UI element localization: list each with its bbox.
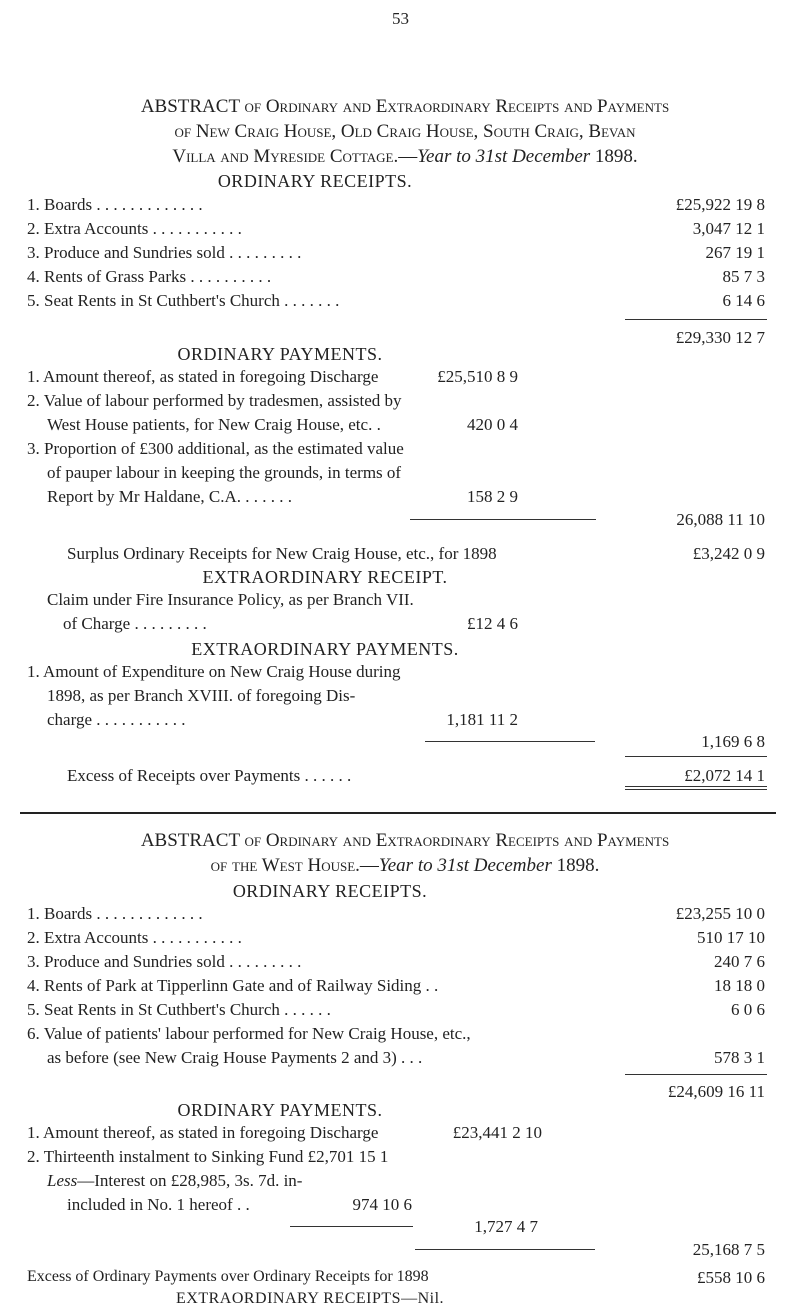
s1-payment-1-amount: £25,510 8 9 bbox=[437, 367, 518, 386]
s1-excess-label: Excess of Receipts over Payments . . . . . . bbox=[67, 766, 352, 785]
s2-receipt-6-amount: 578 3 1 bbox=[714, 1048, 765, 1067]
s1-receipt-4-label: 4. Rents of Grass Parks . . . . . . . . . . bbox=[27, 267, 272, 286]
page-number: 53 bbox=[392, 9, 409, 28]
s1-receipt-5-label: 5. Seat Rents in St Cuthbert's Church . . . . . . . bbox=[27, 291, 340, 310]
section-separator bbox=[20, 812, 776, 814]
s1-receipt-1-label: 1. Boards . . . . . . . . . . . . . bbox=[27, 195, 203, 214]
s1-excess-rule-top bbox=[625, 756, 767, 757]
s1-receipt-3-amount: 267 19 1 bbox=[705, 243, 765, 262]
section1-title-line1: ABSTRACT of Ordinary and Extraordinary Receipts and Payments bbox=[140, 96, 670, 117]
s1-surplus-amount: £3,242 0 9 bbox=[692, 544, 765, 563]
section2-ordinary-payments-heading: ORDINARY PAYMENTS. bbox=[177, 1100, 383, 1120]
s2-payments-total: 25,168 7 5 bbox=[692, 1240, 765, 1259]
s1-payments-total: 26,088 11 10 bbox=[676, 510, 765, 529]
section2-extraordinary-receipts-heading: EXTRAORDINARY RECEIPTS—Nil. bbox=[175, 1290, 445, 1307]
s2-receipt-1-label: 1. Boards . . . . . . . . . . . . . bbox=[27, 904, 203, 923]
section2-title-line2: of the West House.—Year to 31st December 1898. bbox=[210, 855, 600, 876]
s1-payment-3-label-l2: of pauper labour in keeping the grounds, in terms of bbox=[47, 463, 402, 482]
s1-extra-payment-l2: 1898, as per Branch XVIII. of foregoing Dis- bbox=[47, 686, 356, 705]
s1-payment-3-label-l1: 3. Proportion of £300 additional, as the estimated value bbox=[27, 439, 404, 458]
s1-payment-2-amount: 420 0 4 bbox=[467, 415, 518, 434]
s2-receipt-2-amount: 510 17 10 bbox=[697, 928, 765, 947]
section1-ordinary-payments-heading: ORDINARY PAYMENTS. bbox=[177, 344, 383, 364]
s1-excess-double-rule bbox=[625, 786, 767, 790]
section2-title-line1: ABSTRACT of Ordinary and Extraordinary Receipts and Payments bbox=[140, 830, 670, 851]
s1-excess-amount: £2,072 14 1 bbox=[684, 766, 765, 785]
s2-payment-2-interest: 974 10 6 bbox=[352, 1195, 412, 1214]
s2-p2-rule bbox=[290, 1226, 413, 1227]
s2-receipt-5-amount: 6 0 6 bbox=[731, 1000, 765, 1019]
s2-receipt-5-label: 5. Seat Rents in St Cuthbert's Church . . . . . . bbox=[27, 1000, 331, 1019]
s1-receipt-2-amount: 3,047 12 1 bbox=[692, 219, 765, 238]
s1-surplus-label: Surplus Ordinary Receipts for New Craig House, etc., for 1898 bbox=[67, 544, 497, 563]
section1-title-line3: Villa and Myreside Cottage.—Year to 31st December 1898. bbox=[172, 146, 638, 167]
s2-receipt-3-amount: 240 7 6 bbox=[714, 952, 765, 971]
s1-extra-payment-amount: 1,181 11 2 bbox=[446, 710, 518, 729]
s1-payment-2-label-l1: 2. Value of labour performed by tradesmen, assisted by bbox=[27, 391, 402, 410]
s2-receipt-6-label-l2: as before (see New Craig House Payments 2 and 3) . . . bbox=[47, 1048, 423, 1067]
section1-title-line2: of New Craig House, Old Craig House, South Craig, Bevan bbox=[174, 121, 636, 142]
s2-payment-2-l2: Less—Interest on £28,985, 3s. 7d. in- bbox=[47, 1171, 303, 1190]
s2-receipt-1-amount: £23,255 10 0 bbox=[675, 904, 765, 923]
s1-receipt-5-amount: 6 14 6 bbox=[722, 291, 765, 310]
s1-payment-1-label: 1. Amount thereof, as stated in foregoing Discharge bbox=[27, 367, 379, 386]
s2-receipt-3-label: 3. Produce and Sundries sold . . . . . . . . . bbox=[27, 952, 302, 971]
s1-extra-receipt-amount: £12 4 6 bbox=[467, 614, 518, 633]
s1-receipt-2-label: 2. Extra Accounts . . . . . . . . . . . bbox=[27, 219, 242, 238]
s2-excess-ordinary-amount: £558 10 6 bbox=[697, 1268, 765, 1287]
s1-receipt-3-label: 3. Produce and Sundries sold . . . . . . . . . bbox=[27, 243, 302, 262]
s1-receipts-rule bbox=[625, 319, 767, 320]
s2-receipts-total: £24,609 16 11 bbox=[667, 1082, 765, 1101]
s2-excess-ordinary-label: Excess of Ordinary Payments over Ordinary Receipts for 1898 bbox=[27, 1268, 429, 1285]
section1-extraordinary-payments-heading: EXTRAORDINARY PAYMENTS. bbox=[191, 639, 459, 659]
s2-receipt-6-label-l1: 6. Value of patients' labour performed for New Craig House, etc., bbox=[27, 1024, 471, 1043]
s1-extra-payment-l1: 1. Amount of Expenditure on New Craig House during bbox=[27, 662, 401, 681]
s2-payment-2-l3: included in No. 1 hereof . . bbox=[67, 1195, 250, 1214]
s1-extra-receipt-l2: of Charge . . . . . . . . . bbox=[63, 614, 207, 633]
s2-payment-2-l1: 2. Thirteenth instalment to Sinking Fund £2,701 15 1 bbox=[27, 1147, 389, 1166]
s1-extra-payment-l3: charge . . . . . . . . . . . bbox=[47, 710, 186, 729]
s1-extra-receipt-l1: Claim under Fire Insurance Policy, as per Branch VII. bbox=[47, 590, 414, 609]
s2-receipt-4-amount: 18 18 0 bbox=[714, 976, 765, 995]
s2-receipt-2-label: 2. Extra Accounts . . . . . . . . . . . bbox=[27, 928, 242, 947]
section1-ordinary-receipts-heading: ORDINARY RECEIPTS. bbox=[217, 171, 413, 191]
section2-ordinary-receipts-heading: ORDINARY RECEIPTS. bbox=[232, 881, 428, 901]
s2-receipts-rule bbox=[625, 1074, 767, 1075]
s1-receipts-total: £29,330 12 7 bbox=[675, 328, 765, 347]
s1-payment-3-amount: 158 2 9 bbox=[467, 487, 518, 506]
s1-extra-net: 1,169 6 8 bbox=[701, 732, 765, 751]
s1-payment-3-label-l3: Report by Mr Haldane, C.A. . . . . . . bbox=[47, 487, 293, 506]
s2-payment-2-net: 1,727 4 7 bbox=[474, 1217, 538, 1236]
s1-receipt-1-amount: £25,922 19 8 bbox=[675, 195, 765, 214]
s1-payment-2-label-l2: West House patients, for New Craig House, etc. . bbox=[47, 415, 381, 434]
s1-receipt-4-amount: 85 7 3 bbox=[722, 267, 765, 286]
s2-payment-1-label: 1. Amount thereof, as stated in foregoing Discharge bbox=[27, 1123, 379, 1142]
section1-extraordinary-receipt-heading: EXTRAORDINARY RECEIPT. bbox=[202, 567, 448, 587]
s2-receipt-4-label: 4. Rents of Park at Tipperlinn Gate and of Railway Siding . . bbox=[27, 976, 439, 995]
s2-payment-1-amount: £23,441 2 10 bbox=[452, 1123, 542, 1142]
